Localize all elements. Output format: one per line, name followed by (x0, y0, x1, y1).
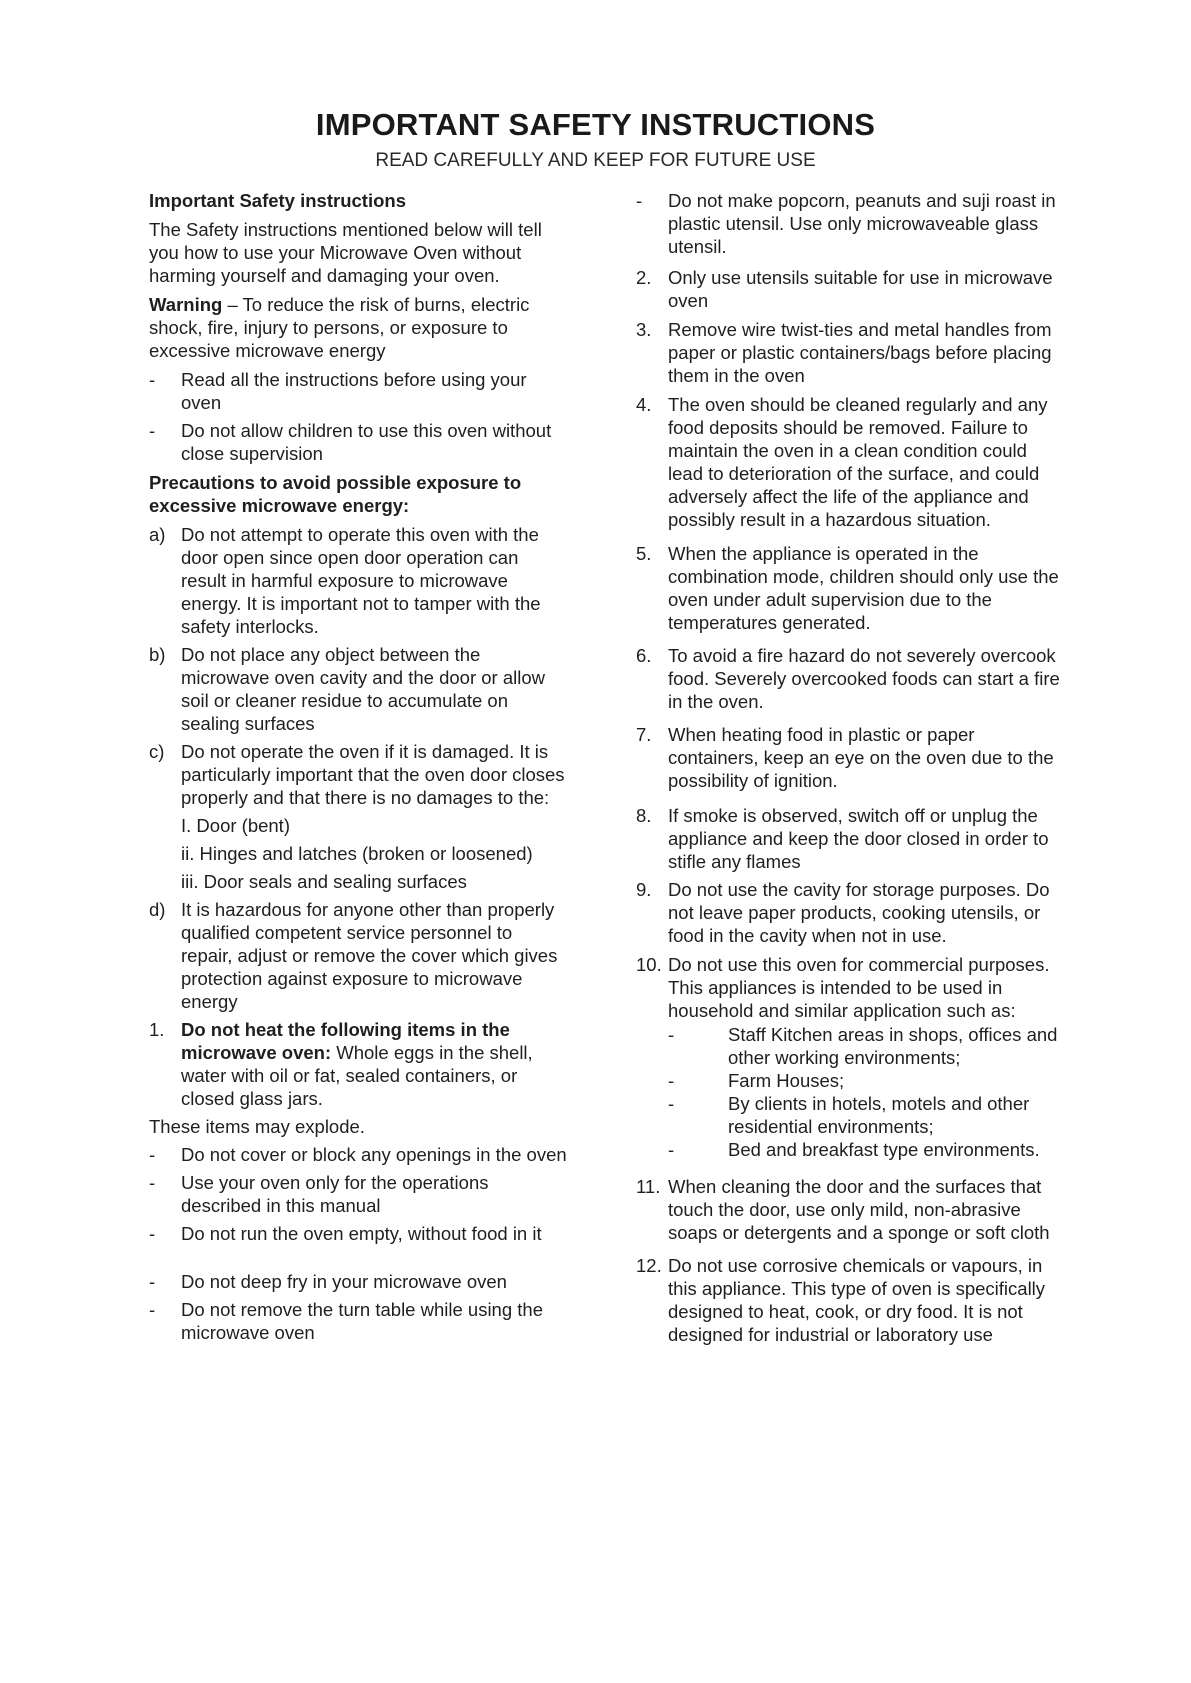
list-text: Do not use corrosive chemicals or vapours, in this appliance. This type of oven is specifically designed to heat, cook, or dry food. It is not designed for industrial or laboratory use (668, 1255, 1046, 1345)
precautions-heading: Precautions to avoid possible exposure to excessive microwave energy: (149, 472, 522, 516)
list-text: Do not use this oven for commercial purposes. This appliances is intended to be used in household and similar application such as: (668, 954, 1050, 1021)
list-marker: - (668, 1070, 675, 1091)
list-marker: - (668, 1139, 675, 1160)
list-marker: 11. (636, 1176, 661, 1197)
list-item (149, 1222, 567, 1245)
list-item (149, 419, 567, 465)
explode-note: These items may explode. (149, 1116, 365, 1137)
list-item (149, 898, 567, 1013)
list-item (149, 1298, 567, 1344)
warning-paragraph (149, 293, 567, 362)
list-marker: 12. (636, 1255, 662, 1276)
list-item (636, 723, 1066, 792)
list-text: Do not run the oven empty, without food in it (181, 1223, 542, 1244)
list-marker: c) (149, 741, 165, 762)
list-text: It is hazardous for anyone other than properly qualified competent service personnel to repair, adjust or remove the cover which gives protection against exposure to microwave energy (181, 899, 558, 1012)
list-item (149, 1171, 567, 1217)
usage-item (636, 1023, 1066, 1069)
list-marker: b) (149, 644, 166, 665)
list-item (636, 953, 1066, 1022)
list-text: To avoid a fire hazard do not severely overcook food. Severely overcooked foods can start a fire in the oven. (668, 645, 1060, 712)
list-marker: 4. (636, 394, 652, 415)
warning-text: – To reduce the risk of burns, electric shock, fire, injury to persons, or exposure to excessive microwave energy (149, 294, 530, 361)
right-column (636, 189, 1066, 1346)
usage-item (636, 1138, 1066, 1161)
damage-item: I. Door (bent) (181, 815, 290, 836)
list-item (149, 643, 567, 735)
list-marker: 1. (149, 1019, 165, 1040)
usage-item (636, 1069, 1066, 1092)
item1-bold: Do not heat the following items in the microwave oven: (181, 1019, 510, 1063)
list-marker: - (636, 190, 643, 211)
list-text: Only use utensils suitable for use in microwave oven (668, 267, 1053, 311)
list-marker: 7. (636, 724, 652, 745)
list-text: Remove wire twist-ties and metal handles from paper or plastic containers/bags before placing them in the oven (668, 319, 1052, 386)
list-item (149, 368, 567, 414)
list-text: If smoke is observed, switch off or unplug the appliance and keep the door closed in order to stifle any flames (668, 805, 1049, 872)
list-text: Do not make popcorn, peanuts and suji roast in plastic utensil. Use only microwaveable glass utensil. (668, 190, 1056, 257)
list-marker: 2. (636, 267, 652, 288)
damage-item: ii. Hinges and latches (broken or loosened) (181, 843, 533, 864)
list-text: Do not use the cavity for storage purposes. Do not leave paper products, cooking utensils, or food in the cavity when not in use. (668, 879, 1050, 946)
page-subtitle: READ CAREFULLY AND KEEP FOR FUTURE USE (375, 150, 816, 171)
list-item (149, 1143, 567, 1166)
list-item (636, 878, 1066, 947)
list-text: Farm Houses; (728, 1070, 845, 1091)
list-marker: - (149, 1223, 156, 1244)
list-text: Read all the instructions before using your oven (181, 369, 527, 413)
intro-paragraph: The Safety instructions mentioned below will tell you how to use your Microwave Oven without harming yourself and damaging your oven. (149, 219, 542, 286)
list-item (636, 1175, 1066, 1244)
list-text: Do not allow children to use this oven without close supervision (181, 420, 552, 464)
list-text: Do not place any object between the microwave oven cavity and the door or allow soil or cleaner residue to accumulate on sealing surfaces (181, 644, 546, 734)
list-marker: 3. (636, 319, 652, 340)
list-marker: 10. (636, 954, 662, 975)
list-marker: - (149, 1299, 156, 1320)
list-marker: 6. (636, 645, 652, 666)
damage-item: iii. Door seals and sealing surfaces (181, 871, 467, 892)
list-marker: d) (149, 899, 166, 920)
list-text: Bed and breakfast type environments. (728, 1139, 1040, 1160)
list-text: Do not deep fry in your microwave oven (181, 1271, 507, 1292)
list-text: Do not cover or block any openings in the oven (181, 1144, 567, 1165)
list-marker: a) (149, 524, 166, 545)
page-title: IMPORTANT SAFETY INSTRUCTIONS (315, 107, 876, 142)
list-text: By clients in hotels, motels and other residential environments; (728, 1093, 1030, 1137)
list-text: Do not remove the turn table while using the microwave oven (181, 1299, 543, 1343)
list-item (636, 393, 1066, 531)
list-item (636, 318, 1066, 387)
list-text: The oven should be cleaned regularly and any food deposits should be removed. Failure to maintain the oven in a clean condition could lead to deterioration of the surface, and could adversely affect the life of the appliance and possibly result in a hazardous situation. (668, 394, 1048, 530)
list-item (636, 542, 1066, 634)
usage-item (636, 1092, 1066, 1138)
list-marker: - (149, 420, 156, 441)
list-item (636, 804, 1066, 873)
list-item (149, 1018, 567, 1110)
list-text (181, 1018, 567, 1110)
left-column (149, 189, 567, 1344)
list-marker: 9. (636, 879, 652, 900)
list-item (149, 523, 567, 638)
list-item (636, 1254, 1066, 1346)
list-item (636, 644, 1066, 713)
list-marker: 5. (636, 543, 652, 564)
list-text: When the appliance is operated in the combination mode, children should only use the oven under adult supervision due to the temperatures generated. (668, 543, 1059, 633)
list-text: Use your oven only for the operations described in this manual (181, 1172, 489, 1216)
list-item (149, 1270, 567, 1293)
list-item (149, 740, 567, 809)
list-text: When heating food in plastic or paper containers, keep an eye on the oven due to the possibility of ignition. (668, 724, 1054, 791)
list-marker: - (149, 1172, 156, 1193)
list-marker: - (149, 369, 156, 390)
list-text: Staff Kitchen areas in shops, offices and other working environments; (728, 1024, 1058, 1068)
list-marker: - (149, 1144, 156, 1165)
list-text: Do not operate the oven if it is damaged. It is particularly important that the oven door closes properly and that there is no damages to the: (181, 741, 565, 808)
list-text: Do not attempt to operate this oven with the door open since open door operation can result in harmful exposure to microwave energy. It is important not to tamper with the safety interlocks. (181, 524, 541, 637)
list-text: When cleaning the door and the surfaces that touch the door, use only mild, non-abrasive soaps or detergents and a sponge or soft cloth (668, 1176, 1050, 1243)
list-marker: 8. (636, 805, 652, 826)
list-marker: - (668, 1093, 675, 1114)
warning-label: Warning (149, 294, 223, 315)
section-heading: Important Safety instructions (149, 190, 406, 211)
list-item (636, 266, 1066, 312)
list-marker: - (149, 1271, 156, 1292)
list-item (636, 189, 1066, 258)
item1-text: Whole eggs in the shell, water with oil or fat, sealed containers, or closed glass jars. (181, 1042, 533, 1109)
list-marker: - (668, 1024, 675, 1045)
